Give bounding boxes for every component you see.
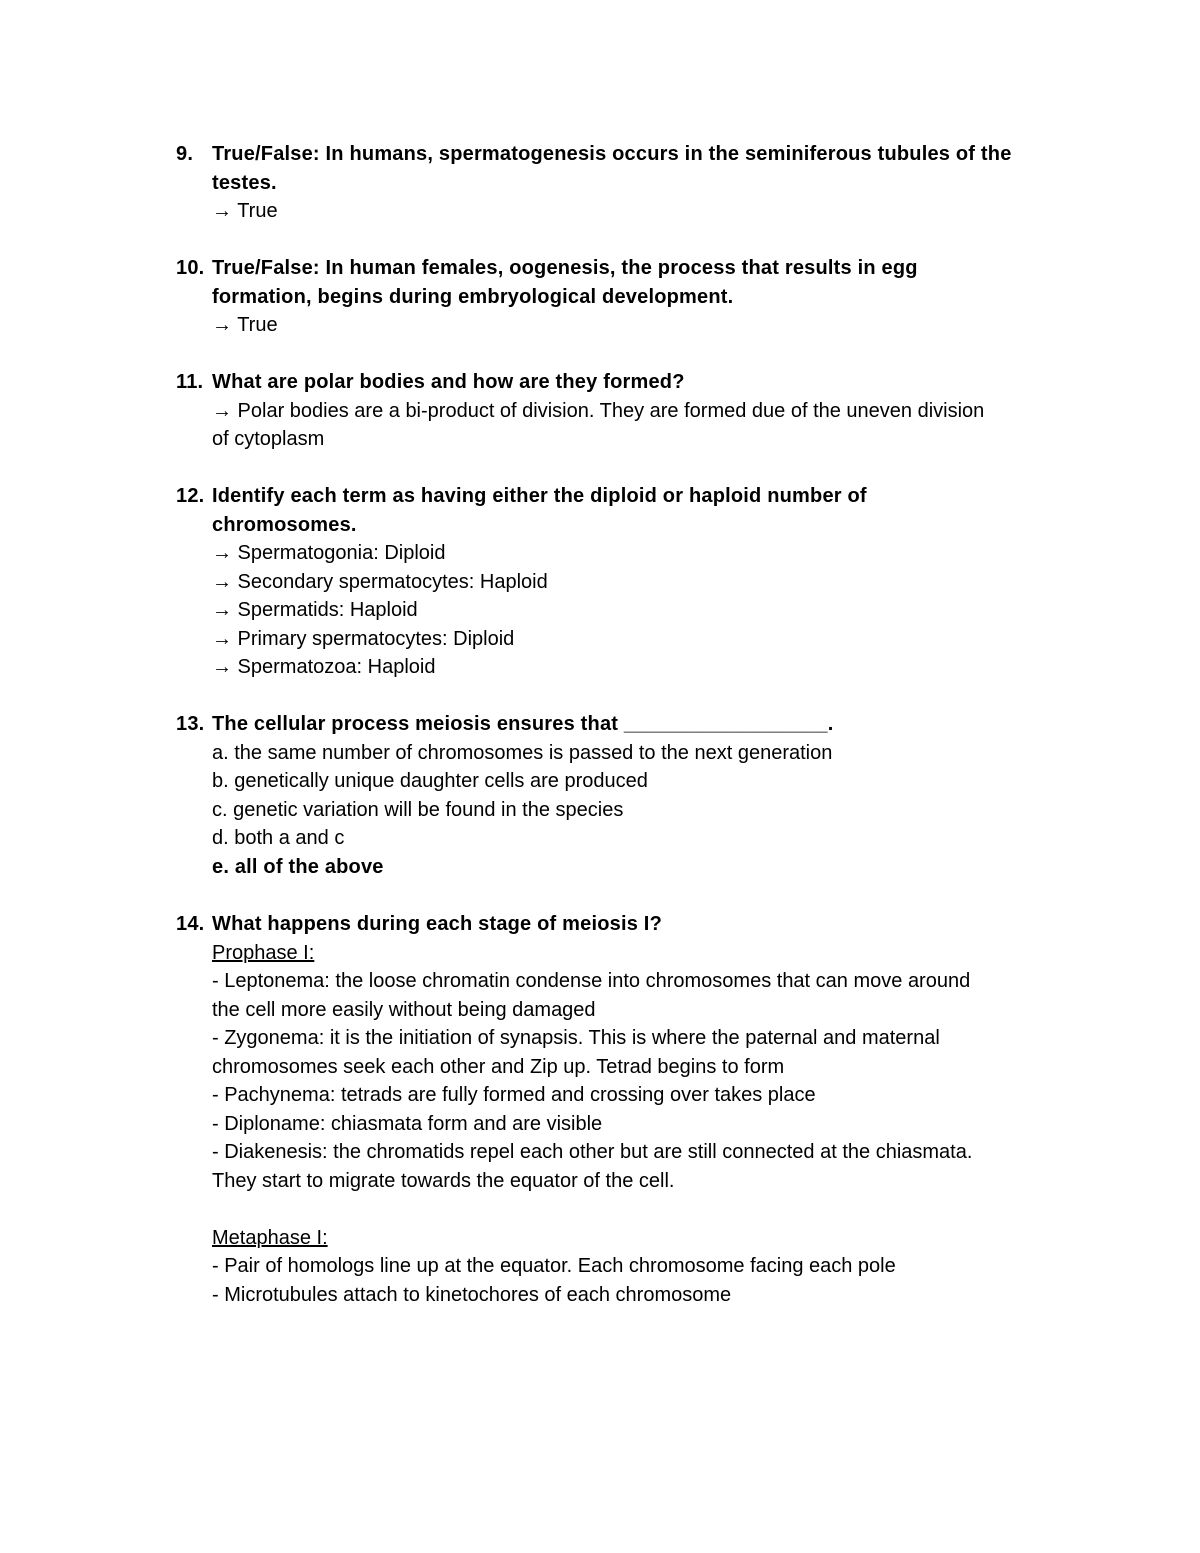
- metaphase-heading: Metaphase I:: [212, 1226, 328, 1249]
- option-a: a. the same number of chromosomes is passed to the next generation: [212, 741, 833, 764]
- answer-text: → Polar bodies are a bi-product of division. They are formed due of the uneven division: [212, 399, 985, 422]
- question-14: [176, 910, 1076, 1309]
- option-c: c. genetic variation will be found in the species: [212, 798, 624, 821]
- question-number: 13.: [176, 713, 205, 735]
- question-number: 14.: [176, 913, 205, 935]
- question-number: 10.: [176, 257, 205, 279]
- question-prompt: testes.: [212, 171, 277, 194]
- answer-text: → Primary spermatocytes: Diploid: [212, 627, 515, 650]
- question-prompt: True/False: In humans, spermatogenesis occurs in the seminiferous tubules of the: [212, 143, 1012, 165]
- question-10: [176, 254, 1076, 340]
- question-12: [176, 482, 1076, 682]
- prophase-line: They start to migrate towards the equator of the cell.: [212, 1169, 675, 1192]
- question-9: [176, 140, 1076, 226]
- question-prompt: Identify each term as having either the diploid or haploid number of: [212, 485, 867, 507]
- answer-text: → True: [212, 200, 278, 222]
- answer-text: → True: [212, 314, 278, 336]
- prophase-line: chromosomes seek each other and Zip up. Tetrad begins to form: [212, 1055, 785, 1078]
- question-prompt: What are polar bodies and how are they formed?: [212, 371, 685, 393]
- question-prompt: chromosomes.: [212, 513, 357, 536]
- prophase-line: - Diploname: chiasmata form and are visible: [212, 1112, 603, 1135]
- prophase-line: - Leptonema: the loose chromatin condense into chromosomes that can move around: [212, 970, 971, 992]
- question-prompt: formation, begins during embryological development.: [212, 285, 734, 308]
- answer-text: → Spermatogonia: Diploid: [212, 542, 446, 564]
- prophase-line: - Zygonema: it is the initiation of synapsis. This is where the paternal and maternal: [212, 1027, 940, 1049]
- question-prompt: What happens during each stage of meiosis I?: [212, 913, 662, 935]
- answer-text: of cytoplasm: [212, 428, 325, 450]
- prophase-line: - Pachynema: tetrads are fully formed and crossing over takes place: [212, 1084, 816, 1106]
- prophase-heading: Prophase I:: [212, 941, 315, 964]
- question-13: [176, 710, 1076, 881]
- option-b: b. genetically unique daughter cells are produced: [212, 770, 648, 792]
- question-number: 11.: [176, 371, 204, 393]
- answer-text: → Spermatids: Haploid: [212, 599, 418, 621]
- answer-text: → Secondary spermatocytes: Haploid: [212, 570, 548, 593]
- question-prompt: The cellular process meiosis ensures that __________________.: [212, 713, 834, 735]
- question-11: [176, 368, 1076, 454]
- metaphase-line: - Pair of homologs line up at the equator. Each chromosome facing each pole: [212, 1255, 896, 1277]
- question-number: 9.: [176, 143, 194, 165]
- question-number: 12.: [176, 485, 205, 507]
- option-d: d. both a and c: [212, 827, 345, 849]
- option-e-selected: e. all of the above: [212, 855, 384, 878]
- prophase-line: - Diakenesis: the chromatids repel each other but are still connected at the chiasmata.: [212, 1141, 973, 1163]
- metaphase-line: - Microtubules attach to kinetochores of each chromosome: [212, 1283, 732, 1306]
- answer-text: → Spermatozoa: Haploid: [212, 656, 436, 678]
- prophase-line: the cell more easily without being damaged: [212, 998, 596, 1021]
- question-prompt: True/False: In human females, oogenesis, the process that results in egg: [212, 257, 918, 279]
- blank-spacer: [212, 1195, 1076, 1224]
